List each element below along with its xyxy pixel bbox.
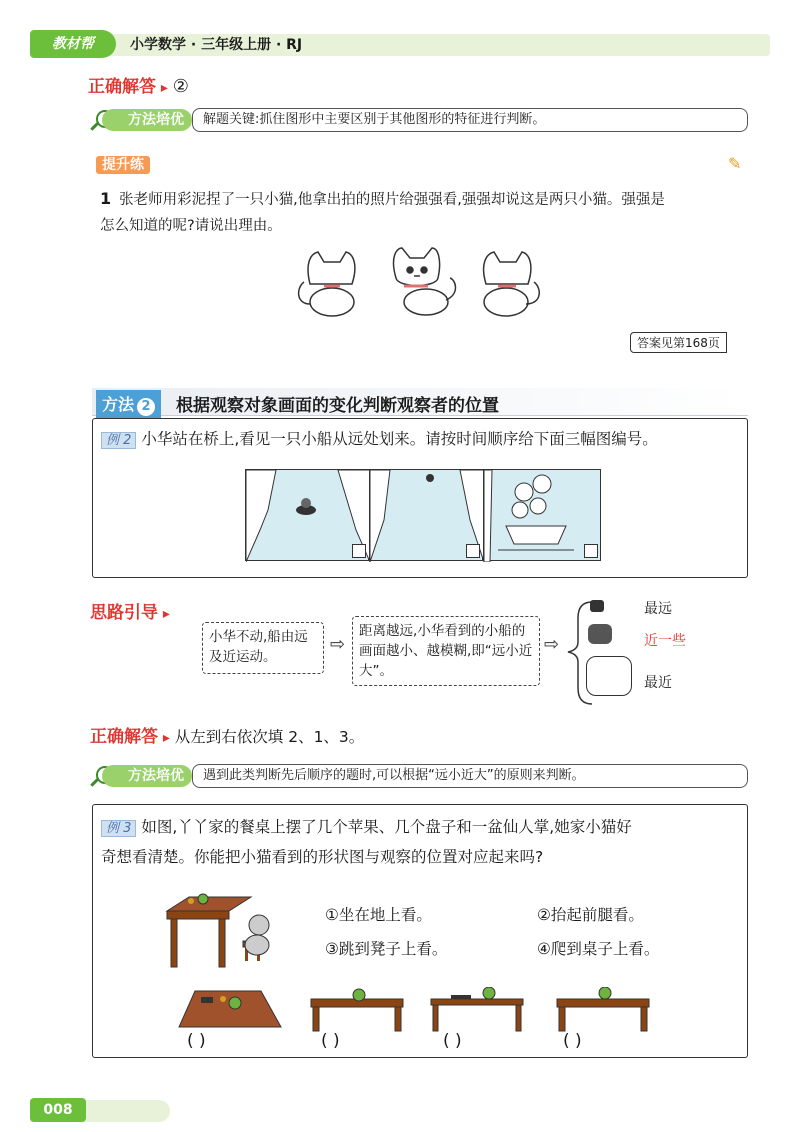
page-number: 008 [30, 1098, 86, 1122]
question-line-2: 怎么知道的呢?请说出理由。 [100, 218, 282, 234]
thinking-label-row: 思路引导 ▸ [90, 603, 170, 623]
tip-tag: 方法培优 [102, 765, 192, 787]
example-label: 例 3 [101, 820, 136, 837]
answer-paren-4[interactable]: ( ) [563, 1031, 582, 1051]
answer-paren-1[interactable]: ( ) [187, 1031, 206, 1051]
answer-label: 正确解答 [90, 727, 158, 747]
boat-near-icon [586, 656, 632, 696]
example3-question [101, 813, 737, 871]
far-label: 最远 [644, 601, 672, 617]
cat-back-right [484, 252, 540, 316]
example3-box [92, 804, 748, 1058]
example3-line-2: 奇想看清楚。你能把小猫看到的形状图与观察的位置对应起来吗? [101, 848, 544, 866]
view-3 [427, 987, 527, 1033]
cat-back-left [299, 252, 355, 316]
answer-value: 从左到右依次填 2、1、3。 [174, 728, 365, 746]
method2-tag [96, 390, 161, 418]
cats-illustration [290, 244, 550, 324]
number-box-1[interactable] [352, 544, 366, 558]
boat-far-icon [590, 600, 604, 612]
view-4 [553, 987, 653, 1033]
answer-row-2: 正确解答 ▸ 从左到右依次填 2、1、3。 [90, 727, 365, 747]
picture-2 [369, 469, 483, 561]
tip-text: 解题关键:抓住图形中主要区别于其他图形的特征进行判断。 [192, 108, 748, 132]
number-box-2[interactable] [466, 544, 480, 558]
option-4: ④爬到桌子上看。 [537, 940, 660, 958]
picture-3 [483, 469, 601, 561]
answer-label: 正确解答 [88, 77, 156, 97]
example2-question [101, 425, 658, 455]
thinking-label: 思路引导 [90, 603, 158, 623]
thinking-box-2: 距离越远,小华看到的小船的画面越小、越模糊,即“远小近大”。 [352, 616, 540, 686]
table-scene [159, 887, 319, 977]
thinking-box-1: 小华不动,船由远及近运动。 [202, 622, 324, 674]
practice-tag: 提升练 [96, 156, 150, 174]
method2-number: 2 [137, 398, 155, 416]
practice-question [100, 186, 750, 239]
tip-bar-1 [88, 108, 748, 134]
arrow-right-icon: ⇨ [330, 634, 346, 655]
answer-paren-3[interactable]: ( ) [443, 1031, 462, 1051]
tip-tag: 方法培优 [102, 109, 192, 131]
tip-text: 遇到此类判断先后顺序的题时,可以根据“远小近大”的原则来判断。 [192, 764, 748, 788]
example-label: 例 2 [101, 432, 136, 449]
answer-row-1: 正确解答 ▸ ② [88, 76, 189, 97]
option-1: ①坐在地上看。 [325, 906, 432, 924]
tip-bar-2 [88, 764, 748, 790]
question-number: 1 [100, 189, 112, 208]
view-2 [307, 987, 407, 1033]
picture-1 [245, 469, 369, 561]
near-label: 最近 [644, 675, 672, 691]
example3-line-1: 如图,丫丫家的餐桌上摆了几个苹果、几个盘子和一盆仙人掌,她家小猫好 [141, 818, 632, 836]
method2-title: 根据观察对象画面的变化判断观察者的位置 [176, 396, 499, 416]
answer-paren-2[interactable]: ( ) [321, 1031, 340, 1051]
header-title: 小学数学 · 三年级上册 · RJ [130, 37, 303, 53]
method2-bar [92, 388, 748, 416]
answer-reference: 答案见第168页 [630, 332, 727, 353]
view-1 [175, 987, 285, 1033]
arrow-right-icon: ⇨ [544, 634, 560, 655]
pencil-icon: ✎ [728, 154, 742, 173]
mid-label: 近一些 [644, 633, 686, 649]
boat-mid-icon [588, 624, 612, 644]
cat-front-middle [394, 248, 456, 315]
brand-badge: 教材帮 [30, 30, 116, 58]
number-box-3[interactable] [584, 544, 598, 558]
method2-tag-text: 方法 [102, 395, 135, 414]
example2-box [92, 418, 748, 578]
practice-tag-row [96, 154, 150, 174]
answer-value: ② [172, 76, 189, 97]
option-3: ③跳到凳子上看。 [325, 940, 448, 958]
question-line-1: 张老师用彩泥捏了一只小猫,他拿出拍的照片给强强看,强强却说这是两只小猫。强强是 [119, 192, 665, 208]
example2-text: 小华站在桥上,看见一只小船从远处划来。请按时间顺序给下面三幅图编号。 [141, 430, 658, 448]
option-2: ②抬起前腿看。 [537, 906, 644, 924]
